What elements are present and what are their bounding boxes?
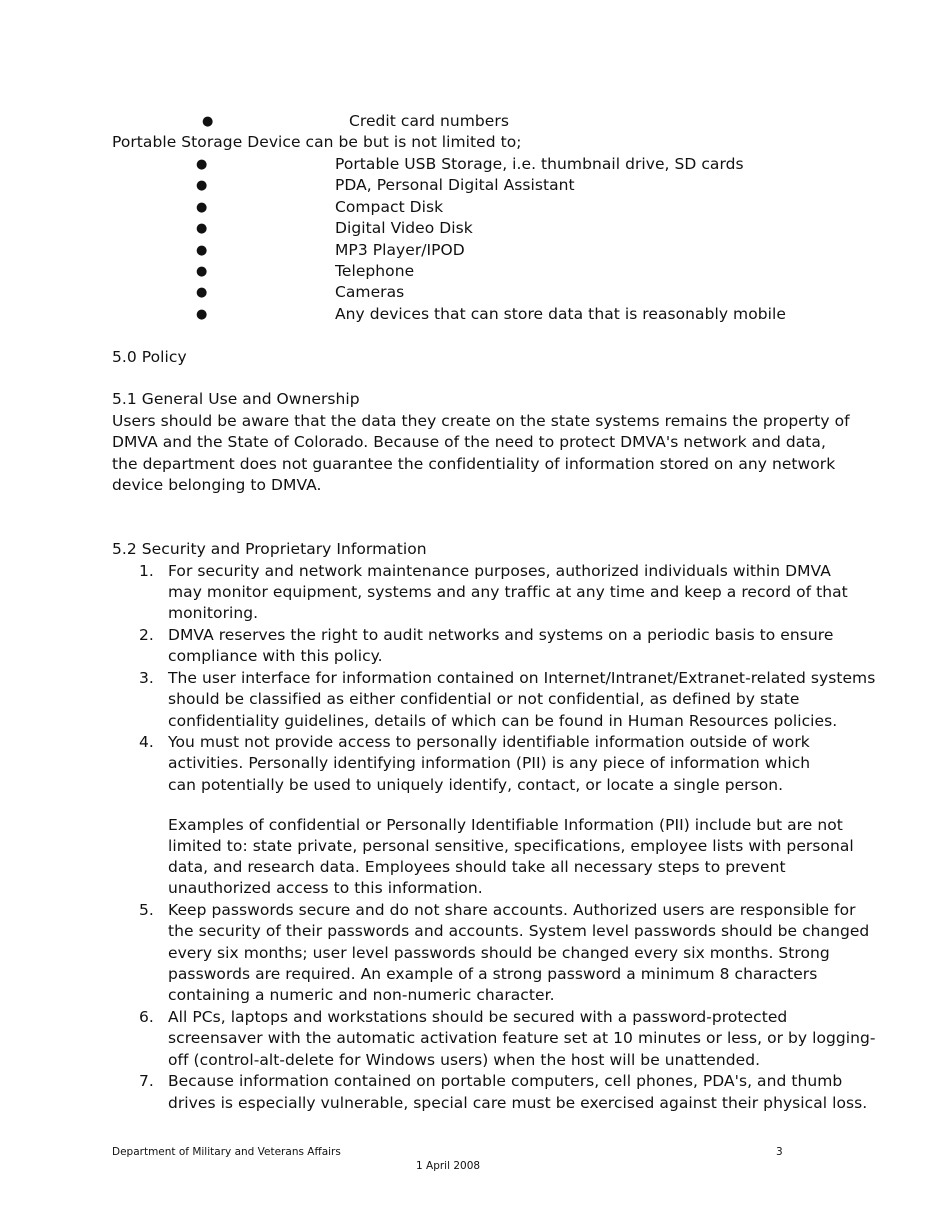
item-line: can potentially be used to uniquely identify, contact, or locate a single person.: [168, 776, 784, 794]
paragraph-line: device belonging to DMVA.: [112, 476, 322, 494]
item-line: The user interface for information contained on Internet/Intranet/Extranet-related systems: [168, 669, 876, 687]
item-number: 7.: [139, 1072, 154, 1090]
section-heading-general-use: 5.1 General Use and Ownership: [112, 390, 360, 408]
list-item-credit-card: Credit card numbers: [349, 112, 509, 130]
bullet-icon: ●: [196, 221, 208, 236]
list-item: MP3 Player/IPOD: [335, 241, 465, 259]
item-line: monitoring.: [168, 604, 259, 622]
item-line: off (control-alt-delete for Windows users) when the host will be unattended.: [168, 1051, 761, 1069]
bullet-icon: ●: [196, 264, 208, 279]
bullet-icon: ●: [202, 114, 214, 129]
item-line: should be classified as either confidential or not confidential, as defined by state: [168, 690, 800, 708]
item-number: 6.: [139, 1008, 154, 1026]
footer-department: Department of Military and Veterans Affairs: [112, 1146, 341, 1158]
list-item: Any devices that can store data that is reasonably mobile: [335, 305, 786, 323]
footer-page-number: 3: [776, 1146, 783, 1158]
section-heading-policy: 5.0 Policy: [112, 348, 187, 366]
item-line: the security of their passwords and accounts. System level passwords should be changed: [168, 922, 870, 940]
item-line: activities. Personally identifying information (PII) is any piece of information which: [168, 754, 811, 772]
item-number: 3.: [139, 669, 154, 687]
list-item: Compact Disk: [335, 198, 444, 216]
bullet-icon: ●: [196, 200, 208, 215]
section-heading-security: 5.2 Security and Proprietary Information: [112, 540, 427, 558]
bullet-icon: ●: [196, 243, 208, 258]
item-line: For security and network maintenance purposes, authorized individuals within DMVA: [168, 562, 831, 580]
item-line: unauthorized access to this information.: [168, 879, 483, 897]
item-line: data, and research data. Employees should take all necessary steps to prevent: [168, 858, 786, 876]
list-item: Digital Video Disk: [335, 219, 473, 237]
item-line: compliance with this policy.: [168, 647, 383, 665]
paragraph-line: Users should be aware that the data they create on the state systems remains the property of: [112, 412, 850, 430]
list-item: Portable USB Storage, i.e. thumbnail drive, SD cards: [335, 155, 744, 173]
bullet-icon: ●: [196, 307, 208, 322]
item-line: passwords are required. An example of a strong password a minimum 8 characters: [168, 965, 818, 983]
item-line: Examples of confidential or Personally Identifiable Information (PII) include but are not: [168, 816, 843, 834]
footer-date: 1 April 2008: [416, 1160, 481, 1172]
bullet-icon: ●: [196, 285, 208, 300]
item-number: 4.: [139, 733, 154, 751]
item-line: limited to: state private, personal sensitive, specifications, employee lists with personal: [168, 837, 854, 855]
item-number: 2.: [139, 626, 154, 644]
item-line: every six months; user level passwords should be changed every six months. Strong: [168, 944, 830, 962]
item-line: drives is especially vulnerable, special care must be exercised against their physical loss.: [168, 1094, 868, 1112]
item-line: may monitor equipment, systems and any traffic at any time and keep a record of that: [168, 583, 848, 601]
list-item: Telephone: [335, 262, 415, 280]
item-line: You must not provide access to personally identifiable information outside of work: [168, 733, 810, 751]
item-line: All PCs, laptops and workstations should be secured with a password-protected: [168, 1008, 788, 1026]
item-line: Keep passwords secure and do not share accounts. Authorized users are responsible for: [168, 901, 856, 919]
item-line: containing a numeric and non-numeric character.: [168, 986, 555, 1004]
item-line: DMVA reserves the right to audit networks and systems on a periodic basis to ensure: [168, 626, 834, 644]
item-line: Because information contained on portable computers, cell phones, PDA's, and thumb: [168, 1072, 843, 1090]
item-line: screensaver with the automatic activation feature set at 10 minutes or less, or by logging-: [168, 1029, 876, 1047]
bullet-icon: ●: [196, 157, 208, 172]
list-item: PDA, Personal Digital Assistant: [335, 176, 575, 194]
portable-intro: Portable Storage Device can be but is not limited to;: [112, 133, 522, 151]
item-number: 1.: [139, 562, 154, 580]
item-line: confidentiality guidelines, details of which can be found in Human Resources policies.: [168, 712, 838, 730]
item-number: 5.: [139, 901, 154, 919]
list-item: Cameras: [335, 283, 405, 301]
paragraph-line: the department does not guarantee the confidentiality of information stored on any network: [112, 455, 836, 473]
bullet-icon: ●: [196, 178, 208, 193]
paragraph-line: DMVA and the State of Colorado. Because of the need to protect DMVA's network and data,: [112, 433, 826, 451]
